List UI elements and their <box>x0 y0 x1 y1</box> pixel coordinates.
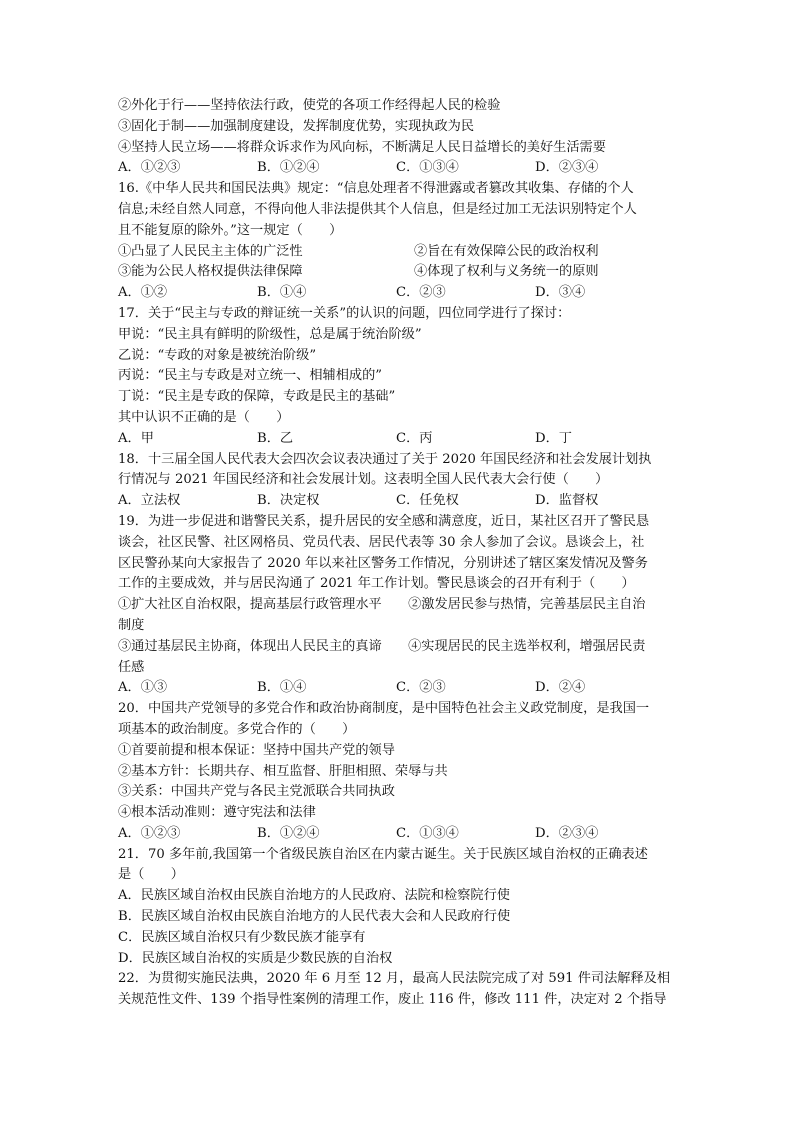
q16-item-4: ④体现了权利与义务统一的原则 <box>414 264 599 280</box>
q17-stem-line: 17．关于“民主与专政的辩证统一关系”的认识的问题，四位同学进行了探讨： <box>118 305 571 321</box>
q19-option-c[interactable]: C．②③ <box>396 680 446 696</box>
q20-option-b[interactable]: B．①②④ <box>257 825 320 841</box>
q20-option-a[interactable]: A．①②③ <box>118 825 181 841</box>
q17-statement-jia: 甲说：“民主具有鲜明的阶级性，总是属于统治阶级” <box>118 326 422 342</box>
q18-options <box>118 491 680 512</box>
q19-stem-line: 19．为进一步促进和谐警民关系，提升居民的安全感和满意度，近日，某社区召开了警民恳 <box>118 513 650 529</box>
q20-option-d[interactable]: D．②③④ <box>535 825 599 841</box>
q18-option-c[interactable]: C．任免权 <box>396 493 459 509</box>
q16-stem-line: 信息;未经自然人同意，不得向他人非法提供其个人信息，但是经过加工无法识别特定个人 <box>118 201 637 217</box>
q18-stem-line: 18．十三届全国人民代表大会四次会议表决通过了关于 2020 年国民经济和社会发展计划执 <box>118 451 652 467</box>
q19-option-d[interactable]: D．②④ <box>535 680 586 696</box>
q16-option-c[interactable]: C．②③ <box>396 285 446 301</box>
q18-option-b[interactable]: B．决定权 <box>257 493 320 509</box>
q19-items-line: ①扩大社区自治权限，提高基层行政管理水平 ②激发居民参与热情，完善基层民主自治 <box>118 597 646 613</box>
q17-options <box>118 429 680 450</box>
q20-option-c[interactable]: C．①③④ <box>396 825 459 841</box>
q19-stem-line: 谈会，社区民警、社区网格员、党员代表、居民代表等 30 余人参加了会议。恳谈会上，社 <box>118 534 645 550</box>
question-20 <box>118 699 680 845</box>
q20-item-3: ③关系：中国共产党与各民主党派联合共同执政 <box>118 784 395 800</box>
q21-stem-line: 21．70 多年前,我国第一个省级民族自治区在内蒙古诞生。关于民族区域自治权的正确表述 <box>118 846 648 862</box>
q17-statement-yi: 乙说：“专政的对象是被统治阶级” <box>118 347 317 363</box>
q17-statement-ding: 丁说：“民主是专政的保障，专政是民主的基础” <box>118 389 396 405</box>
q17-prompt: 其中认识不正确的是（ ） <box>118 409 290 425</box>
q20-item-2: ②基本方针：长期共存、相互监督、肝胆相照、荣辱与共 <box>118 763 448 779</box>
q20-item-4: ④根本活动准则：遵守宪法和法律 <box>118 805 316 821</box>
q15-option-d[interactable]: D．②③④ <box>535 160 599 176</box>
q19-stem-line: 区民警孙某向大家报告了 2020 年以来社区警务工作情况，分别讲述了辖区案发情况及警务 <box>118 555 648 571</box>
q16-stem-line: 且不能复原的除外。”这一规定（ ） <box>118 222 343 238</box>
question-15 <box>118 96 680 179</box>
q15-item-3: ③固化于制——加强制度建设，发挥制度优势，实现执政为民 <box>118 118 475 134</box>
q19-items-line: 任感 <box>118 659 145 675</box>
question-19 <box>118 512 680 699</box>
q15-options <box>118 158 680 179</box>
q19-items-line: ③通过基层民主协商，体现出人民民主的真谛 ④实现居民的民主选举权利，增强居民责 <box>118 638 646 654</box>
q21-stem-line: 是（ ） <box>118 867 184 883</box>
q21-option-b[interactable]: B．民族区域自治权由民族自治地方的人民代表大会和人民政府行使 <box>118 909 511 925</box>
q16-option-b[interactable]: B．①④ <box>257 285 307 301</box>
q16-item-1: ①凸显了人民民主主体的广泛性 <box>118 243 303 259</box>
exam-page <box>118 96 680 1011</box>
q16-options <box>118 283 680 304</box>
q17-option-c[interactable]: C．丙 <box>396 430 433 446</box>
question-17 <box>118 304 680 450</box>
q20-stem-line: 项基本的政治制度。多党合作的（ ） <box>118 721 356 737</box>
q21-option-c[interactable]: C．民族区域自治权只有少数民族才能享有 <box>118 929 366 945</box>
q19-options <box>118 678 680 699</box>
question-18 <box>118 450 680 512</box>
question-22 <box>118 969 680 1011</box>
q16-stem-line: 16.《中华人民共和国民法典》规定：“信息处理者不得泄露或者篡改其收集、存储的个人 <box>118 181 634 197</box>
q16-option-d[interactable]: D．③④ <box>535 285 586 301</box>
q15-option-c[interactable]: C．①③④ <box>396 160 459 176</box>
q17-option-d[interactable]: D．丁 <box>535 430 572 446</box>
q16-items-row <box>118 242 680 263</box>
q16-option-a[interactable]: A．①② <box>118 285 168 301</box>
q19-items-line: 制度 <box>118 617 145 633</box>
q17-option-a[interactable]: A．甲 <box>118 430 154 446</box>
q16-items-row <box>118 262 680 283</box>
q20-options <box>118 824 680 845</box>
q21-option-d[interactable]: D．民族区域自治权的实质是少数民族的自治权 <box>118 950 393 966</box>
q18-option-a[interactable]: A．立法权 <box>118 493 181 509</box>
q21-option-a[interactable]: A．民族区域自治权由民族自治地方的人民政府、法院和检察院行使 <box>118 888 510 904</box>
q18-stem-line: 行情况与 2021 年国民经济和社会发展计划。这表明全国人民代表大会行使（ ） <box>118 472 609 488</box>
question-21 <box>118 845 680 970</box>
q22-stem-line: 关规范性文件、139 个指导性案例的清理工作，废止 116 件，修改 111 件，决定对 2 个指导 <box>118 992 667 1008</box>
q20-stem-line: 20．中国共产党领导的多党合作和政治协商制度，是中国特色社会主义政党制度，是我国一 <box>118 701 650 717</box>
q19-stem-line: 工作的主要成效，并与居民沟通了 2021 年工作计划。警民恳谈会的召开有利于（ ） <box>118 576 635 592</box>
q15-item-4: ④坚持人民立场——将群众诉求作为风向标，不断满足人民日益增长的美好生活需要 <box>118 139 606 155</box>
q19-option-a[interactable]: A．①③ <box>118 680 168 696</box>
q16-item-2: ②旨在有效保障公民的政治权利 <box>414 243 599 259</box>
q20-item-1: ①首要前提和根本保证：坚持中国共产党的领导 <box>118 742 395 758</box>
q17-option-b[interactable]: B．乙 <box>257 430 294 446</box>
q15-option-a[interactable]: A．①②③ <box>118 160 181 176</box>
q16-item-3: ③能为公民人格权提供法律保障 <box>118 264 303 280</box>
q15-option-b[interactable]: B．①②④ <box>257 160 320 176</box>
q15-item-2: ②外化于行——坚持依法行政，使党的各项工作经得起人民的检验 <box>118 98 501 113</box>
q17-statement-bing: 丙说：“民主与专政是对立统一、相辅相成的” <box>118 368 383 384</box>
q22-stem-line: 22．为贯彻实施民法典，2020 年 6 月至 12 月，最高人民法院完成了对 591 件司法解释及相 <box>118 971 671 987</box>
q19-option-b[interactable]: B．①④ <box>257 680 307 696</box>
q18-option-d[interactable]: D．监督权 <box>535 493 599 509</box>
question-16 <box>118 179 680 304</box>
